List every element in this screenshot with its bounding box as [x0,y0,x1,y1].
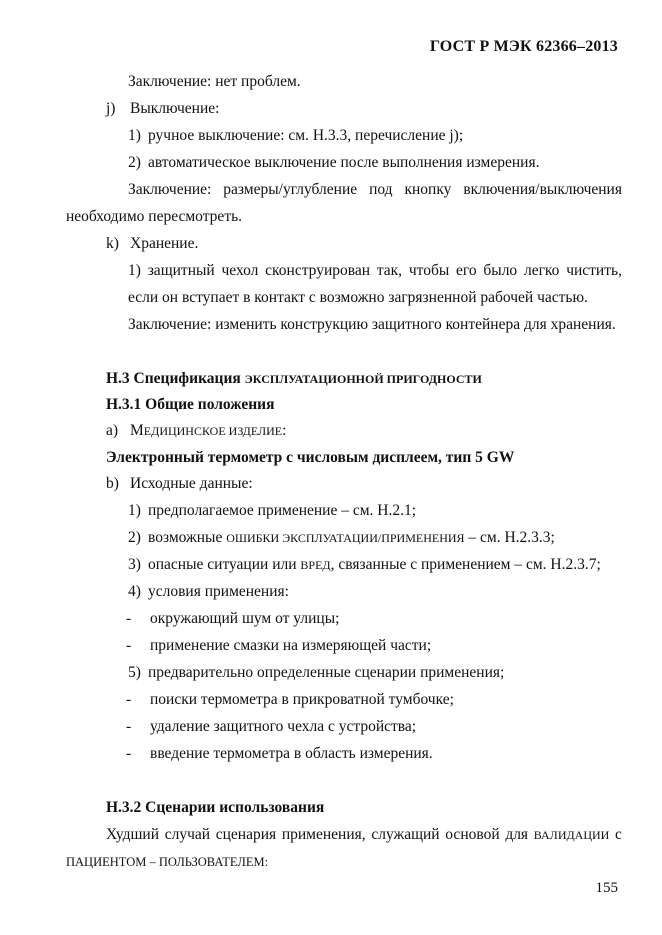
dash-marker: - [126,637,132,654]
word: чехол [221,262,259,279]
dash-marker: - [126,718,132,735]
word: чтобы [408,262,450,279]
dash-item [126,717,416,737]
dash-text: поиски термометра в прикроватной тумбочке; [150,691,454,708]
paragraph-continuation: необходимо пересмотреть. [66,208,243,225]
sublist-item [128,153,539,173]
list-item-text: Хранение. [130,235,199,252]
word: было [483,262,518,279]
word: размеры/углубление [223,181,358,198]
document-header: ГОСТ Р МЭК 62366–2013 [429,38,618,55]
word: сконструирован [265,262,371,279]
list-item-a [106,421,286,441]
sublist-number: 5) [128,664,141,681]
sublist-text: условия применения: [148,583,289,600]
dash-marker: - [126,691,132,708]
word: сценария [215,826,277,843]
list-marker: j) [106,100,116,117]
dash-marker: - [126,610,132,627]
term-smallcaps: ОШИБКИ ЭКСПЛУАТАЦИИ/ПРИМЕНЕНИЯ [226,531,465,545]
list-marker: а) [106,422,119,439]
justified-line [106,825,622,845]
word-smallcaps: ВАЛИДАЦИИ [533,828,610,842]
word: служащий [371,826,440,843]
section-heading-h32: Н.3.2 Сценарии использования [106,799,325,816]
dash-item [126,636,431,656]
list-marker: k) [106,235,119,252]
word: включения/выключения [463,181,622,198]
word: с [615,826,622,843]
sublist-item [128,663,504,683]
sublist-text: предварительно определенные сценарии применения; [148,664,505,681]
section-heading-h31: Н.3.1 Общие положения [106,396,275,413]
word: его [456,262,477,279]
sublist-text: – см. Н.2.3.3; [464,529,555,546]
sublist-number: 3) [128,556,141,573]
sublist-number: 4) [128,583,141,600]
word: Худший [106,826,160,843]
sublist-text: возможные [148,529,227,546]
word: чистить, [566,262,622,279]
list-item-b [106,474,253,494]
conclusion-line: Заключение: изменить конструкцию защитного контейнера для хранения. [128,316,616,333]
list-item-j [106,99,219,119]
word: так, [376,262,403,279]
sublist-number: 1) [128,502,141,519]
list-item-text: Выключение: [130,100,220,117]
conclusion-line: Заключение: нет проблем. [128,73,301,90]
term-initial: М [130,422,144,439]
sublist-number: 2) [128,154,141,171]
sublist-item [128,126,463,146]
sublist-item [128,582,289,602]
sublist-item [128,555,601,575]
sublist-item [128,528,555,548]
heading-text: Н.3 Спецификация [106,370,245,387]
term-punct: : [282,422,287,439]
dash-marker: - [126,745,132,762]
heading-smallcaps: ЭКСПЛУАТАЦИОННОЙ ПРИГОДНОСТИ [244,372,482,386]
page-number: 155 [595,880,618,896]
dash-text: введение термометра в область измерения. [150,745,433,762]
paragraph-line: если он вступает в контакт с возможно загрязненной рабочей частью. [128,289,588,306]
word: случай [164,826,211,843]
sublist-number: 1) [128,127,141,144]
list-marker: b) [106,475,119,492]
term-smallcaps: ЕДИЦИНСКОЕ ИЗДЕЛИЕ [143,424,283,438]
dash-text: окружающий шум от улицы; [150,610,340,627]
word: Заключение: [128,181,212,198]
word: защитный [147,262,215,279]
dash-text: удаление защитного чехла с устройства; [150,718,417,735]
word: для [505,826,529,843]
sublist-number: 2) [128,529,141,546]
sublist-text: предполагаемое применение – см. Н.2.1; [148,502,417,519]
justified-line [128,261,622,281]
sublist-item [128,501,416,521]
word: легко [523,262,560,279]
sublist-text: автоматическое выключение после выполнения измерения. [148,154,540,171]
word: 1) [128,262,141,279]
word: под [369,181,393,198]
sublist-text: , связанные с применением – см. Н.2.3.7; [330,556,601,573]
justified-line [128,180,622,200]
sublist-text: ручное выключение: см. Н.3.3, перечисление j); [148,127,464,144]
section-heading-h3 [106,369,482,389]
dash-item [126,690,454,710]
dash-item [126,609,339,629]
sublist-text: опасные ситуации или [148,556,301,573]
list-item-text: Исходные данные: [130,475,253,492]
word: применения, [281,826,366,843]
paragraph-continuation: ПАЦИЕНТОМ – ПОЛЬЗОВАТЕЛЕМ: [66,855,269,869]
dash-item [126,744,433,764]
device-title: Электронный термометр с числовым дисплеем, тип 5 GW [106,449,515,466]
list-item-k [106,234,198,254]
dash-text: применение смазки на измеряющей части; [150,637,432,654]
term-smallcaps: ВРЕД [300,558,331,572]
word: основой [445,826,500,843]
word: кнопку [404,181,452,198]
